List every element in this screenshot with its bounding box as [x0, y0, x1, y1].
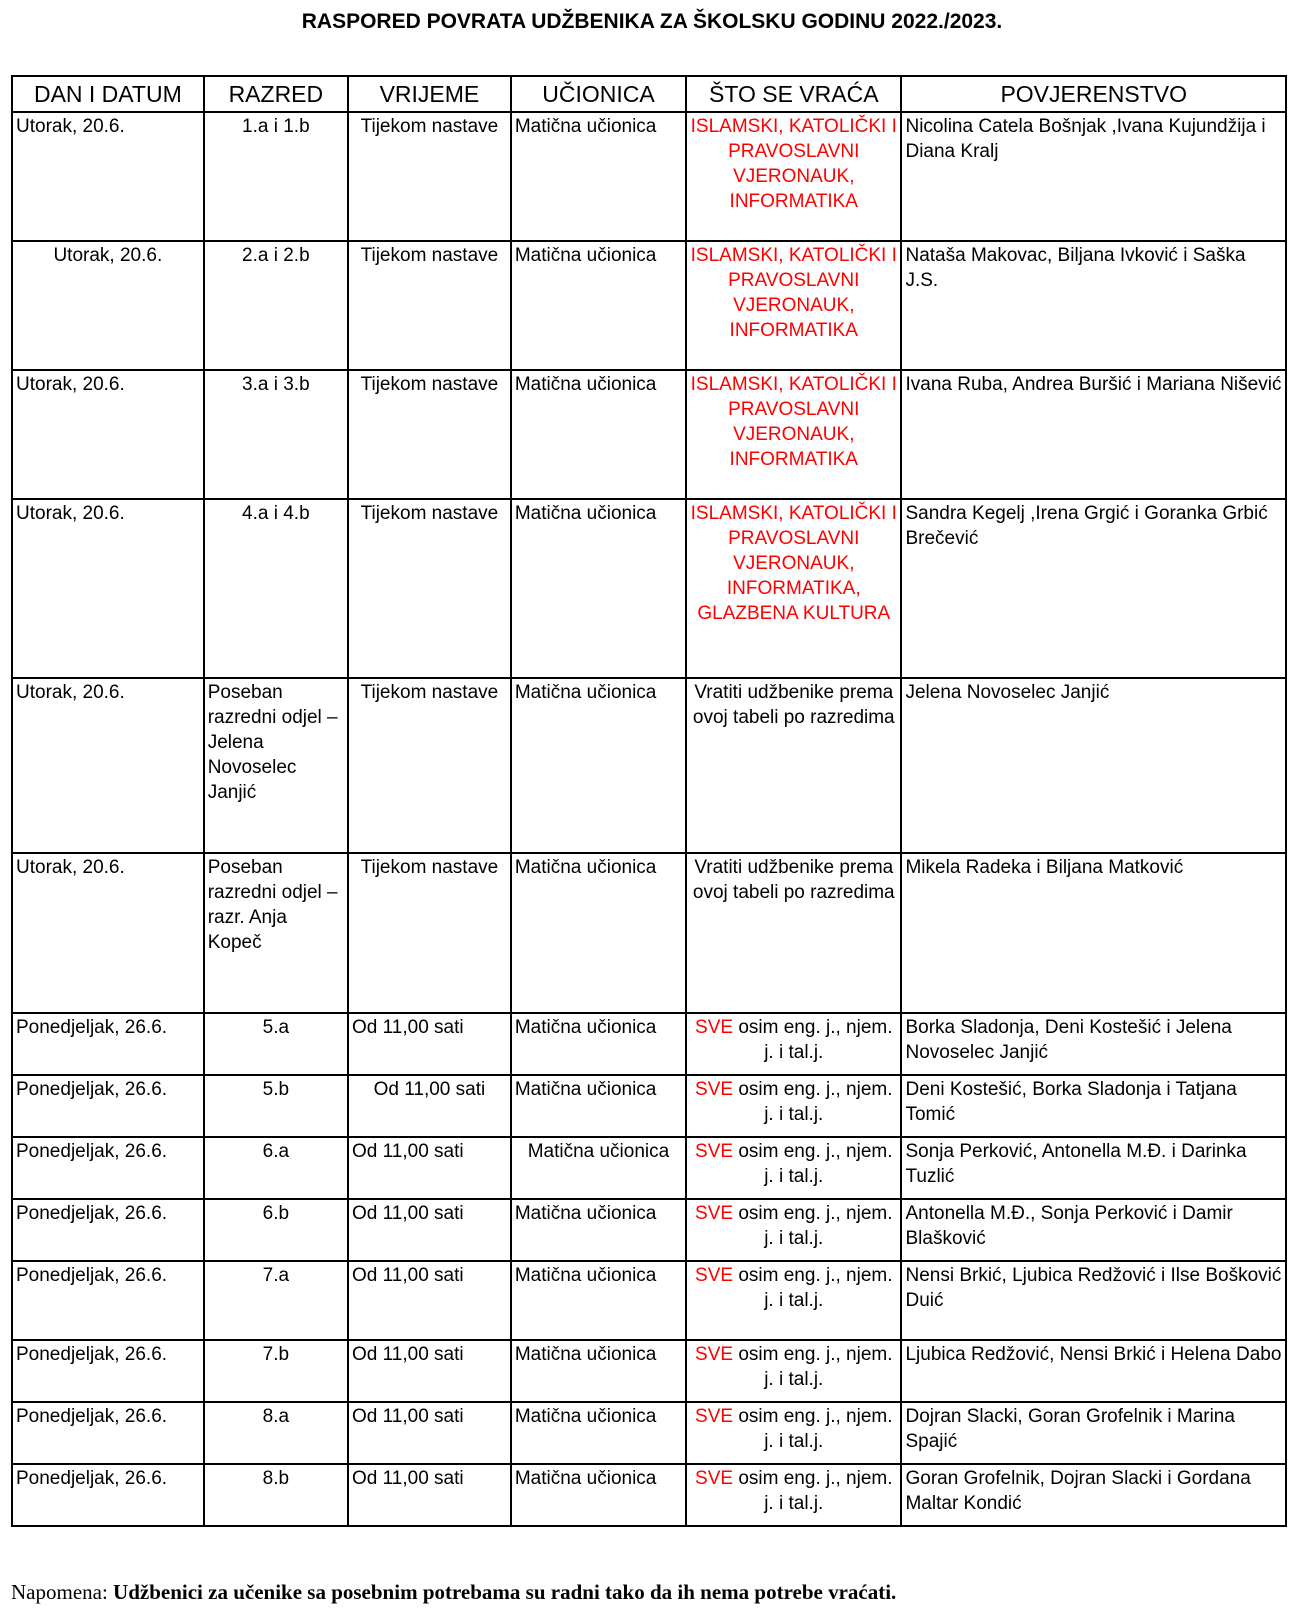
cell-committee: Dojran Slacki, Goran Grofelnik i Marina Spajić	[901, 1402, 1286, 1464]
returned-all-label: SVE	[695, 1265, 734, 1286]
cell-returned	[686, 1137, 901, 1199]
cell-time: Od 11,00 sati	[348, 1137, 511, 1199]
cell-time: Tijekom nastave	[348, 370, 511, 499]
cell-committee: Borka Sladonja, Deni Kostešić i Jelena Novoselec Janjić	[901, 1013, 1286, 1075]
cell-room: Matična učionica	[511, 853, 686, 1013]
table-row	[12, 1137, 1286, 1199]
header-class: RAZRED	[204, 76, 348, 112]
returned-all-label: SVE	[695, 1406, 734, 1427]
page-title: RASPORED POVRATA UDŽBENIKA ZA ŠKOLSKU GODINU 2022./2023.	[301, 10, 1003, 33]
cell-room: Matična učionica	[511, 1137, 686, 1199]
cell-class: 5.a	[204, 1013, 348, 1075]
cell-room: Matična učionica	[511, 1340, 686, 1402]
cell-class: 1.a i 1.b	[204, 112, 348, 241]
cell-committee: Mikela Radeka i Biljana Matković	[901, 853, 1286, 1013]
cell-time: Od 11,00 sati	[348, 1075, 511, 1137]
table-row	[12, 370, 1286, 499]
returned-exceptions: osim eng. j., njem. j. i tal.j.	[738, 1079, 893, 1125]
cell-returned	[686, 1340, 901, 1402]
cell-time: Tijekom nastave	[348, 853, 511, 1013]
cell-returned	[686, 1402, 901, 1464]
cell-room: Matična učionica	[511, 1013, 686, 1075]
table-row	[12, 1013, 1286, 1075]
cell-committee: Sonja Perković, Antonella M.Đ. i Darinka Tuzlić	[901, 1137, 1286, 1199]
returned-all-label: SVE	[695, 1203, 734, 1224]
cell-time: Tijekom nastave	[348, 499, 511, 678]
cell-day: Utorak, 20.6.	[12, 678, 204, 853]
cell-returned: Vratiti udžbenike prema ovoj tabeli po razredima	[686, 678, 901, 853]
cell-committee: Deni Kostešić, Borka Sladonja i Tatjana Tomić	[901, 1075, 1286, 1137]
table-row	[12, 1464, 1286, 1526]
cell-time: Tijekom nastave	[348, 678, 511, 853]
cell-class: 8.a	[204, 1402, 348, 1464]
cell-day: Ponedjeljak, 26.6.	[12, 1340, 204, 1402]
cell-time: Od 11,00 sati	[348, 1464, 511, 1526]
returned-exceptions: osim eng. j., njem. j. i tal.j.	[738, 1265, 893, 1311]
table-row	[12, 853, 1286, 1013]
cell-day: Utorak, 20.6.	[12, 241, 204, 370]
cell-committee: Goran Grofelnik, Dojran Slacki i Gordana Maltar Kondić	[901, 1464, 1286, 1526]
table-row	[12, 1075, 1286, 1137]
returned-exceptions: osim eng. j., njem. j. i tal.j.	[738, 1017, 893, 1063]
cell-room: Matična učionica	[511, 1075, 686, 1137]
table-row	[12, 112, 1286, 241]
cell-time: Tijekom nastave	[348, 241, 511, 370]
cell-time: Od 11,00 sati	[348, 1340, 511, 1402]
cell-room: Matična učionica	[511, 1402, 686, 1464]
table-row	[12, 241, 1286, 370]
cell-committee: Nensi Brkić, Ljubica Redžović i Ilse Bošković Duić	[901, 1261, 1286, 1340]
cell-returned	[686, 1261, 901, 1340]
cell-class: 7.a	[204, 1261, 348, 1340]
returned-exceptions: osim eng. j., njem. j. i tal.j.	[738, 1344, 893, 1390]
table-row	[12, 1261, 1286, 1340]
cell-committee: Jelena Novoselec Janjić	[901, 678, 1286, 853]
cell-class: 6.a	[204, 1137, 348, 1199]
cell-class: 6.b	[204, 1199, 348, 1261]
cell-room: Matična učionica	[511, 678, 686, 853]
cell-day: Ponedjeljak, 26.6.	[12, 1199, 204, 1261]
cell-day: Ponedjeljak, 26.6.	[12, 1013, 204, 1075]
header-returned: ŠTO SE VRAĆA	[686, 76, 901, 112]
cell-committee: Sandra Kegelj ,Irena Grgić i Goranka Grbić Brečević	[901, 499, 1286, 678]
cell-committee: Nataša Makovac, Biljana Ivković i Saška J.S.	[901, 241, 1286, 370]
cell-time: Od 11,00 sati	[348, 1199, 511, 1261]
footnote	[11, 1579, 1291, 1605]
returned-all-label: SVE	[695, 1141, 734, 1162]
cell-day: Utorak, 20.6.	[12, 853, 204, 1013]
cell-day: Ponedjeljak, 26.6.	[12, 1075, 204, 1137]
header-time: VRIJEME	[348, 76, 511, 112]
cell-day: Ponedjeljak, 26.6.	[12, 1402, 204, 1464]
header-day: DAN I DATUM	[12, 76, 204, 112]
cell-committee: Antonella M.Đ., Sonja Perković i Damir Blašković	[901, 1199, 1286, 1261]
cell-room: Matična učionica	[511, 1199, 686, 1261]
cell-time: Od 11,00 sati	[348, 1013, 511, 1075]
returned-all-label: SVE	[695, 1468, 734, 1489]
returned-exceptions: osim eng. j., njem. j. i tal.j.	[738, 1468, 893, 1514]
cell-class: 3.a i 3.b	[204, 370, 348, 499]
header-room: UČIONICA	[511, 76, 686, 112]
cell-class: 2.a i 2.b	[204, 241, 348, 370]
cell-day: Ponedjeljak, 26.6.	[12, 1464, 204, 1526]
cell-class: 5.b	[204, 1075, 348, 1137]
cell-room: Matična učionica	[511, 370, 686, 499]
cell-room: Matična učionica	[511, 1464, 686, 1526]
cell-class: Poseban razredni odjel – razr. Anja Kopeč	[204, 853, 348, 1013]
cell-day: Utorak, 20.6.	[12, 112, 204, 241]
returned-exceptions: osim eng. j., njem. j. i tal.j.	[738, 1203, 893, 1249]
cell-returned: ISLAMSKI, KATOLIČKI I PRAVOSLAVNI VJERONAUK, INFORMATIKA, GLAZBENA KULTURA	[686, 499, 901, 678]
cell-returned	[686, 1199, 901, 1261]
cell-class: 4.a i 4.b	[204, 499, 348, 678]
cell-day: Utorak, 20.6.	[12, 499, 204, 678]
cell-returned: ISLAMSKI, KATOLIČKI I PRAVOSLAVNI VJERONAUK, INFORMATIKA	[686, 112, 901, 241]
cell-room: Matična učionica	[511, 241, 686, 370]
cell-class: 8.b	[204, 1464, 348, 1526]
cell-returned: ISLAMSKI, KATOLIČKI I PRAVOSLAVNI VJERONAUK, INFORMATIKA	[686, 241, 901, 370]
cell-committee: Ivana Ruba, Andrea Buršić i Mariana Nišević	[901, 370, 1286, 499]
returned-all-label: SVE	[695, 1079, 734, 1100]
footnote-label: Napomena:	[11, 1580, 108, 1604]
cell-time: Tijekom nastave	[348, 112, 511, 241]
cell-class: 7.b	[204, 1340, 348, 1402]
cell-returned	[686, 1075, 901, 1137]
table-row	[12, 1402, 1286, 1464]
cell-committee: Nicolina Catela Bošnjak ,Ivana Kujundžija i Diana Kralj	[901, 112, 1286, 241]
cell-day: Ponedjeljak, 26.6.	[12, 1261, 204, 1340]
returned-all-label: SVE	[695, 1017, 734, 1038]
cell-returned: ISLAMSKI, KATOLIČKI I PRAVOSLAVNI VJERONAUK, INFORMATIKA	[686, 370, 901, 499]
cell-day: Utorak, 20.6.	[12, 370, 204, 499]
table-row	[12, 1340, 1286, 1402]
table-row	[12, 499, 1286, 678]
cell-returned	[686, 1013, 901, 1075]
cell-time: Od 11,00 sati	[348, 1261, 511, 1340]
cell-room: Matična učionica	[511, 1261, 686, 1340]
cell-committee: Ljubica Redžović, Nensi Brkić i Helena Dabo	[901, 1340, 1286, 1402]
cell-class: Poseban razredni odjel – Jelena Novoselec Janjić	[204, 678, 348, 853]
cell-room: Matična učionica	[511, 499, 686, 678]
table-row	[12, 1199, 1286, 1261]
footnote-text: Udžbenici za učenike sa posebnim potrebama su radni tako da ih nema potrebe vraćati.	[113, 1580, 897, 1604]
returned-exceptions: osim eng. j., njem. j. i tal.j.	[738, 1141, 893, 1187]
cell-time: Od 11,00 sati	[348, 1402, 511, 1464]
returned-exceptions: osim eng. j., njem. j. i tal.j.	[738, 1406, 893, 1452]
returned-all-label: SVE	[695, 1344, 734, 1365]
cell-returned	[686, 1464, 901, 1526]
cell-room: Matična učionica	[511, 112, 686, 241]
cell-returned: Vratiti udžbenike prema ovoj tabeli po razredima	[686, 853, 901, 1013]
return-schedule-table	[11, 75, 1287, 1527]
table-row	[12, 678, 1286, 853]
header-committee: POVJERENSTVO	[901, 76, 1286, 112]
cell-day: Ponedjeljak, 26.6.	[12, 1137, 204, 1199]
table-header-row	[12, 76, 1286, 112]
